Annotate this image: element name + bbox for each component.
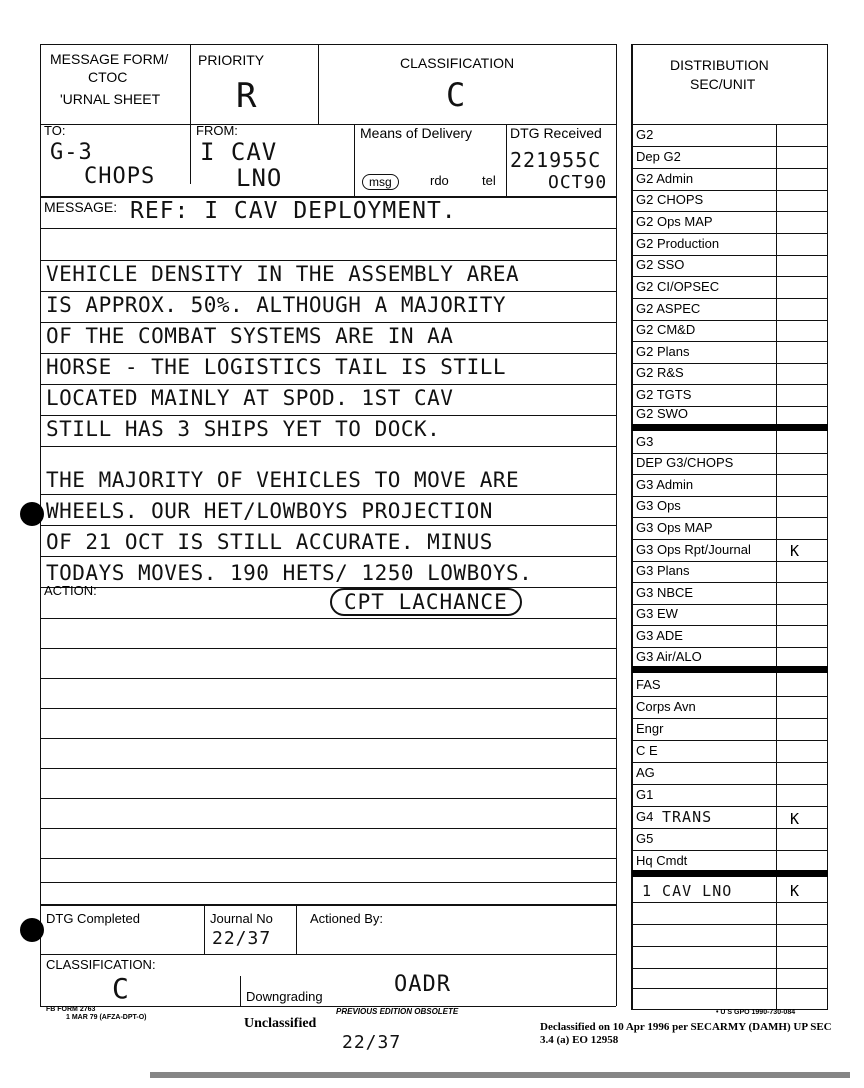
message-line-11: TODAYS MOVES. 190 HETS/ 1250 LOWBOYS. xyxy=(46,561,533,585)
actioned-by-label: Actioned By: xyxy=(310,911,383,926)
dist-item-corps-avn: Corps Avn xyxy=(636,699,696,714)
message-line-6: STILL HAS 3 SHIPS YET TO DOCK. xyxy=(46,417,441,441)
message-label: MESSAGE: xyxy=(44,199,118,215)
dist-item-g2-production: G2 Production xyxy=(636,236,720,251)
footer-classification-value: C xyxy=(112,972,130,1005)
scan-edge-artifact xyxy=(150,1072,850,1078)
form-bottom-border xyxy=(40,1006,616,1007)
footer-divider-1 xyxy=(204,904,205,954)
dist-g4-trans: TRANS xyxy=(662,808,713,826)
distribution-band-g3-other xyxy=(632,666,828,673)
form-title-line3: 'URNAL SHEET xyxy=(60,91,161,107)
message-line-9: WHEELS. OUR HET/LOWBOYS PROJECTION xyxy=(46,499,493,523)
distribution-label-line1: DISTRIBUTION xyxy=(670,57,769,73)
distribution-band-g2-g3 xyxy=(632,424,828,431)
downgrading-value: OADR xyxy=(394,972,451,997)
gpo-marking: • U S GPO 1990-730-084 xyxy=(716,1009,796,1016)
dist-item-g4: G4 xyxy=(636,809,654,824)
punch-hole-bottom xyxy=(20,918,44,942)
footer-top-line xyxy=(40,904,616,906)
dist-item-g5: G5 xyxy=(636,831,654,846)
message-ref: REF: I CAV DEPLOYMENT. xyxy=(130,198,457,224)
from-value-line1: I CAV xyxy=(200,138,278,166)
dtg-completed-label: DTG Completed xyxy=(46,911,140,926)
dist-item-g3-plans: G3 Plans xyxy=(636,563,690,578)
means-option-msg: msg xyxy=(362,174,399,190)
dist-item-fas: FAS xyxy=(636,677,661,692)
dist-item-ce: C E xyxy=(636,743,658,758)
footer-mid-line xyxy=(40,954,616,955)
dist-item-dep-g3-chops: DEP G3/CHOPS xyxy=(636,455,734,470)
dist-item-g3-ops: G3 Ops xyxy=(636,498,681,513)
dtg-received-value-line2: OCT90 xyxy=(548,172,608,193)
declassified-line1: Declassified on 10 Apr 1996 per SECARMY (DAMH) UP SEC xyxy=(540,1021,832,1033)
form-date: 1 MAR 79 (AFZA-DPT-O) xyxy=(66,1014,147,1021)
journal-no-value: 22/37 xyxy=(212,928,272,949)
form-top-border xyxy=(40,44,616,45)
dist-item-g2-aspec: G2 ASPEC xyxy=(636,301,701,316)
distribution-top-border xyxy=(632,44,828,45)
distribution-header-bottom xyxy=(632,124,828,125)
dist-item-g3-nbce: G3 NBCE xyxy=(636,585,694,600)
journal-no-label: Journal No xyxy=(210,911,273,926)
punch-hole-top xyxy=(20,502,44,526)
form-number: FB FORM 2763 xyxy=(46,1006,96,1013)
dist-item-g2-chops: G2 CHOPS xyxy=(636,192,704,207)
distribution-right-border xyxy=(827,44,828,1010)
message-line-3: OF THE COMBAT SYSTEMS ARE IN AA xyxy=(46,324,454,348)
header-divider-1 xyxy=(190,44,191,184)
declassified-line2: 3.4 (a) EO 12958 xyxy=(540,1034,619,1046)
dist-item-engr: Engr xyxy=(636,721,664,736)
to-value-line1: G-3 xyxy=(50,140,93,165)
distribution-band-extra xyxy=(632,870,828,877)
previous-edition-note: PREVIOUS EDITION OBSOLETE xyxy=(336,1007,459,1016)
means-option-rdo: rdo xyxy=(430,173,449,188)
from-value-line2: LNO xyxy=(236,164,283,192)
form-right-border xyxy=(616,44,617,1006)
dist-item-g3-admin: G3 Admin xyxy=(636,477,694,492)
action-label: ACTION: xyxy=(44,583,97,598)
distribution-left-border xyxy=(631,44,633,1010)
dist-item-g3: G3 xyxy=(636,434,654,449)
footer-divider-3 xyxy=(240,976,241,1006)
classification-label: CLASSIFICATION xyxy=(400,55,515,71)
dist-item-ag: AG xyxy=(636,765,655,780)
dist-item-g1: G1 xyxy=(636,787,654,802)
footer-classification-label: CLASSIFICATION: xyxy=(46,957,156,972)
dist-item-g2-ops-map: G2 Ops MAP xyxy=(636,214,713,229)
check-mark-g4: K xyxy=(790,810,800,828)
signature: CPT LACHANCE xyxy=(330,588,522,616)
distribution-check-column xyxy=(776,124,777,1010)
dtg-received-label: DTG Received xyxy=(510,125,602,141)
dtg-divider xyxy=(506,124,507,196)
priority-value: R xyxy=(236,76,258,116)
dist-item-g2-tgts: G2 TGTS xyxy=(636,387,692,402)
check-mark-g3-journal: K xyxy=(790,542,800,560)
dist-item-g3-ops-map: G3 Ops MAP xyxy=(636,520,713,535)
from-label: FROM: xyxy=(196,123,238,138)
means-divider xyxy=(354,124,355,196)
dist-item-g2-sso: G2 SSO xyxy=(636,257,685,272)
form-title-line1: MESSAGE FORM/ xyxy=(50,51,169,67)
message-line-1: VEHICLE DENSITY IN THE ASSEMBLY AREA xyxy=(46,262,520,286)
means-of-delivery-label: Means of Delivery xyxy=(360,125,473,141)
dist-item-g2-swo: G2 SWO xyxy=(636,406,689,421)
dist-item-g3-ade: G3 ADE xyxy=(636,628,683,643)
dist-item-g2: G2 xyxy=(636,127,654,142)
dist-item-g2-ci-opsec: G2 CI/OPSEC xyxy=(636,279,720,294)
dist-item-g3-ew: G3 EW xyxy=(636,606,678,621)
unclassified-marking: Unclassified xyxy=(244,1016,317,1031)
priority-label: PRIORITY xyxy=(198,52,265,68)
message-line-5: LOCATED MAINLY AT SPOD. 1ST CAV xyxy=(46,386,454,410)
dist-extra-1cav-lno: 1 CAV LNO xyxy=(642,882,733,900)
means-option-tel: tel xyxy=(482,173,496,188)
page-number: 22/37 xyxy=(342,1032,402,1053)
dist-item-g3-ops-rpt-journal: G3 Ops Rpt/Journal xyxy=(636,542,751,557)
dist-item-dep-g2: Dep G2 xyxy=(636,149,681,164)
footer-divider-2 xyxy=(296,904,297,954)
message-line-2: IS APPROX. 50%. ALTHOUGH A MAJORITY xyxy=(46,293,507,317)
message-line-10: OF 21 OCT IS STILL ACCURATE. MINUS xyxy=(46,530,493,554)
message-line-4: HORSE - THE LOGISTICS TAIL IS STILL xyxy=(46,355,507,379)
distribution-label-line2: SEC/UNIT xyxy=(690,76,756,92)
classification-value: C xyxy=(446,76,467,114)
message-line-8: THE MAJORITY OF VEHICLES TO MOVE ARE xyxy=(46,468,520,492)
dist-item-hq-cmdt: Hq Cmdt xyxy=(636,853,688,868)
downgrading-label: Downgrading xyxy=(246,989,323,1004)
dist-item-g3-air-alo: G3 Air/ALO xyxy=(636,649,702,664)
header-divider-2 xyxy=(318,44,319,124)
dist-item-g2-admin: G2 Admin xyxy=(636,171,694,186)
form-title-line2: CTOC xyxy=(88,69,128,85)
to-value-line2: CHOPS xyxy=(84,164,156,189)
dtg-received-value-line1: 221955C xyxy=(510,148,602,172)
dist-item-g2-plans: G2 Plans xyxy=(636,344,690,359)
to-label: TO: xyxy=(44,123,66,138)
dist-item-g2-cmd: G2 CM&D xyxy=(636,322,696,337)
check-mark-1cav-lno: K xyxy=(790,882,800,900)
dist-item-g2-rs: G2 R&S xyxy=(636,365,684,380)
